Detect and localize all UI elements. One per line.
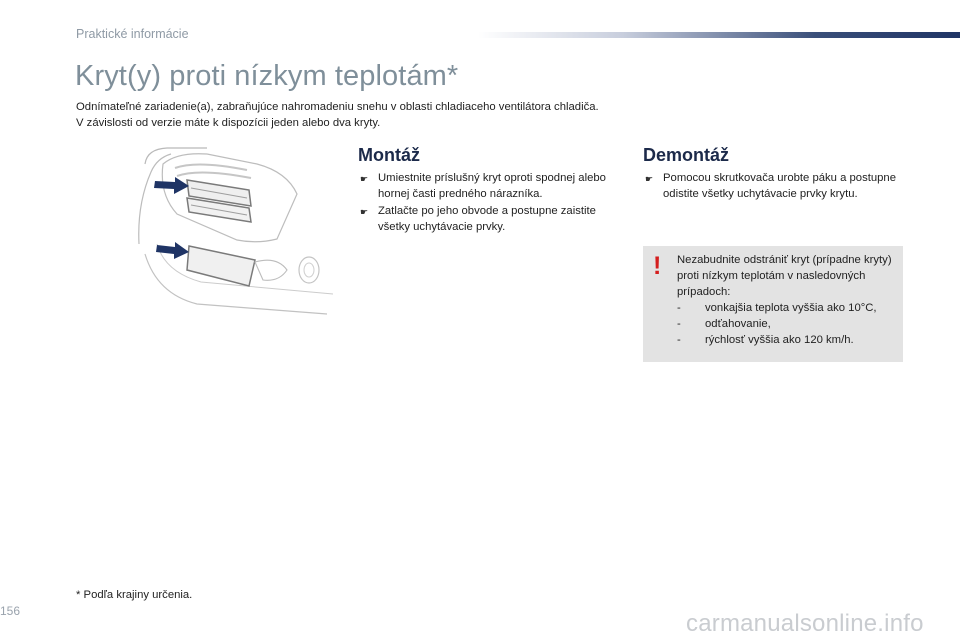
bumper-illustration	[137, 144, 337, 319]
intro-text	[76, 99, 599, 131]
intro-line-2: V závislosti od verzie máte k dispozícii jeden alebo dva kryty.	[76, 117, 381, 129]
montaz-list	[360, 170, 610, 236]
demontaz-item-1: ☛ Pomocou skrutkovača urobte páku a postupne odistite všetky uchytávacie prvky krytu.	[645, 172, 896, 200]
pointer-icon: ☛	[360, 207, 369, 217]
warning-box	[643, 246, 903, 362]
page-title: Kryt(y) proti nízkym teplotám*	[75, 60, 459, 92]
warning-intro: Nezabudnite odstrániť kryt (prípadne kryty) proti nízkym teplotám v nasledovných prípadoch:	[677, 254, 892, 298]
arrow-upper	[154, 177, 189, 194]
arrow-lower	[156, 242, 189, 259]
montaz-title: Montáž	[358, 145, 420, 165]
montaz-item-1: ☛ Umiestnite príslušný kryt oproti spodnej alebo hornej časti predného nárazníka.	[360, 172, 606, 200]
demontaz-title: Demontáž	[643, 145, 730, 165]
pointer-icon: ☛	[645, 174, 654, 184]
intro-line-1: Odnímateľné zariadenie(a), zabraňujúce nahromadeniu snehu v oblasti chladiaceho ventilátora chladiča.	[76, 101, 599, 113]
warning-item-2: - odťahovanie,	[677, 318, 771, 330]
page-number: 156	[0, 604, 21, 618]
watermark: carmanualsonline.info	[686, 610, 924, 637]
section-header: Praktické informácie	[76, 27, 189, 41]
warning-item-3: - rýchlosť vyššia ako 120 km/h.	[677, 334, 854, 346]
warning-list	[677, 300, 897, 348]
warning-icon: !	[653, 252, 662, 280]
montaz-item-2: ☛ Zatlačte po jeho obvode a postupne zaistite všetky uchytávacie prvky.	[360, 205, 596, 233]
warning-item-1: - vonkajšia teplota vyššia ako 10°C,	[677, 302, 877, 314]
header-bar	[478, 32, 960, 38]
demontaz-list	[645, 170, 907, 203]
footnote: * Podľa krajiny určenia.	[76, 589, 193, 601]
lower-cover	[187, 246, 255, 286]
warning-text	[677, 252, 897, 348]
pointer-icon: ☛	[360, 174, 369, 184]
